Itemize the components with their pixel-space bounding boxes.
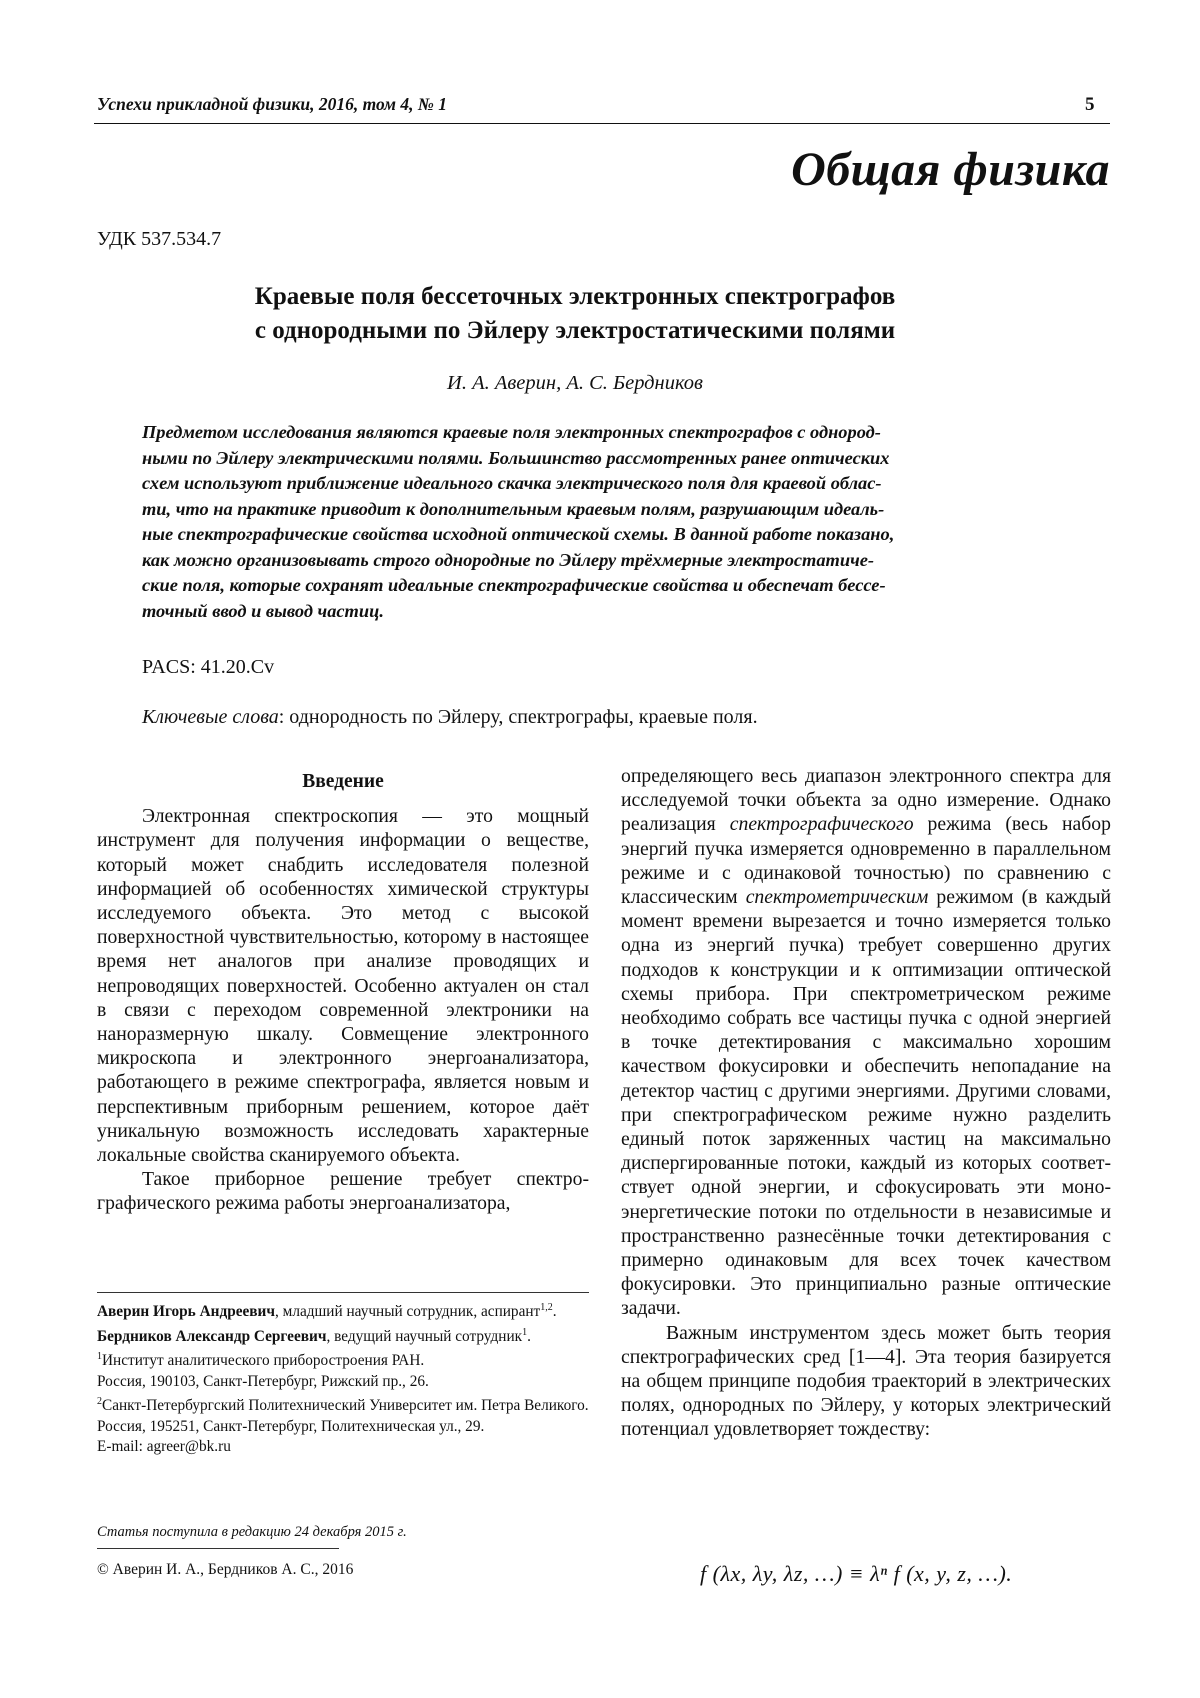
pacs-code: PACS: 41.20.Cv bbox=[142, 656, 275, 678]
author-note bbox=[97, 1298, 589, 1323]
abstract-line: Предметом исследования являются краевые поля электронных спектрографов с однород- bbox=[142, 422, 881, 442]
left-column bbox=[97, 770, 589, 1216]
affiliation-name: Институт аналитического приборостроения РАН. bbox=[102, 1352, 425, 1370]
affiliation bbox=[97, 1347, 589, 1372]
italic-term: спектрометрическим bbox=[745, 886, 929, 909]
affiliation-number: 1 bbox=[97, 1351, 102, 1363]
copyright-divider bbox=[97, 1548, 339, 1549]
article-title-line: с однородными по Эйлеру электростатическими полями bbox=[254, 317, 896, 344]
received-date: Статья поступила в редакцию 24 декабря 2015 г. bbox=[97, 1524, 407, 1540]
copyright: © Аверин И. А., Бердников А. С., 2016 bbox=[97, 1561, 354, 1578]
abstract-line: ти, что на практике приводит к дополнительным краевым полям, разрушающим идеаль- bbox=[142, 498, 885, 519]
intro-heading: Введение bbox=[302, 771, 384, 792]
italic-term: спектрографического bbox=[729, 813, 914, 836]
author-note bbox=[97, 1323, 589, 1348]
abstract-line: точный ввод и вывод частиц. bbox=[142, 600, 384, 621]
authors: И. А. Аверин, А. С. Бердников bbox=[447, 372, 703, 394]
email: E-mail: agreer@bk.ru bbox=[97, 1438, 231, 1456]
section-title: Общая физика bbox=[791, 143, 1110, 196]
abstract-line: как можно организовывать строго однородные по Эйлеру трёхмерные электростатиче- bbox=[142, 549, 875, 570]
author-name: Аверин Игорь Андреевич bbox=[97, 1303, 275, 1321]
affiliation-ref: 1,2 bbox=[540, 1302, 553, 1313]
affiliation-ref: 1 bbox=[522, 1326, 528, 1338]
author-role: , ведущий научный сотрудник bbox=[326, 1327, 523, 1345]
abstract-line: ские поля, которые сохранят идеальные спектрографические свойства и обеспечат бессе- bbox=[142, 575, 886, 595]
journal-header: Успехи прикладной физики, 2016, том 4, № 1 bbox=[97, 94, 448, 114]
body-paragraph bbox=[621, 764, 1111, 1321]
text-run: режима (весь набор энергий пучка измеряется одновременно в параллельном режиме и с одинаковой точностью) по сравнению с классическим bbox=[621, 813, 1111, 909]
footnote-divider bbox=[97, 1292, 589, 1293]
keywords bbox=[142, 706, 758, 729]
intro-paragraph: Такое приборное решение требует спектрографического режима работы энергоанализатора, bbox=[97, 1168, 589, 1215]
header-divider bbox=[94, 123, 1110, 124]
affiliation-name: Санкт-Петербургский Политехнический Университет им. Петра Великого. bbox=[102, 1397, 589, 1415]
right-column bbox=[621, 764, 1111, 1442]
affiliation-address: Россия, 190103, Санкт-Петербург, Рижский пр., 26. bbox=[97, 1372, 429, 1390]
article-title bbox=[150, 280, 1000, 348]
abstract-line: ными по Эйлеру электрическими полями. Большинство рассмотренных ранее оптических bbox=[142, 447, 890, 468]
author-role: , младший научный сотрудник, аспирант bbox=[274, 1303, 541, 1321]
abstract bbox=[142, 420, 1068, 624]
abstract-line: ные спектрографические свойства исходной оптической схемы. В данной работе показано, bbox=[142, 524, 895, 544]
punct: . bbox=[552, 1303, 557, 1321]
text-run: режимом (в каждый момент времени вырезается и точно измеряется только одна из энергий пучка) требует совершенно других подходов к конструкции и к оптимизации оптической схемы прибора. При спектрометрическом режиме необходимо собрать все частицы пучка с одной энергией в точке детектирования с максимально хорошим качеством фокусировки и обеспечить непопадание на детектор частиц с другими энергиями. Другими словами, при спектрографическом режиме нужно разделить единый поток заряженных частиц на максимально диспергированные потоки, каждый из которых соответствует одной энергии, и сфокусировать эти моноэнергетические потоки по отдельности в независимые и пространственно разнесённые точки детектирования с примерно одинаковым для всех точек качеством фокусировки. Это принципиально разные оптические задачи. bbox=[621, 886, 1111, 1320]
euler-identity-formula: f (λx, λy, λz, …) ≡ λⁿ f (x, y, z, …). bbox=[700, 1561, 1013, 1586]
udc-code: УДК 537.534.7 bbox=[97, 228, 222, 250]
abstract-line: схем используют приближение идеального скачка электрического поля для краевой облас- bbox=[142, 473, 882, 493]
page-number: 5 bbox=[1085, 94, 1095, 115]
article-title-line: Краевые поля бессеточных электронных спектрографов bbox=[254, 283, 896, 310]
affiliation bbox=[97, 1392, 589, 1417]
keywords-text: : однородность по Эйлеру, спектрографы, краевые поля. bbox=[278, 706, 758, 728]
text-run: определяющего весь диапазон электронного спектра для исследуемой точки объекта за одно измерение. Однако реализация bbox=[621, 765, 1111, 836]
author-footnotes bbox=[97, 1298, 589, 1458]
intro-paragraph: Электронная спектроскопия — это мощный инструмент для получения информации о веществе, который может снабдить исследователя полезной информацией об особенностях химической структуры исследуемого объекта. Это метод с высокой поверхностной чувствительностью, которому в настоящее время нет аналогов при анализе проводящих и непроводящих поверхностей. Особенно актуален он стал в связи с переходом современной электроники на наноразмерную шкалу. Совмещение электронного микроскопа и электронного энергоанализатора, работающего в режиме спектрографа, является новым и перспективным приборным решением, которое даёт уникальную возможность исследовать характерные локальные свойства сканируемого объекта. bbox=[97, 805, 589, 1167]
author-name: Бердников Александр Сергеевич bbox=[97, 1327, 327, 1345]
affiliation-number: 2 bbox=[97, 1396, 102, 1408]
keywords-label: Ключевые слова bbox=[142, 706, 279, 728]
affiliation-address: Россия, 195251, Санкт-Петербург, Политехническая ул., 29. bbox=[97, 1417, 485, 1435]
body-paragraph: Важным инструментом здесь может быть теория спектрографических сред [1—4]. Эта теория базируется на общем принципе подобия траекторий в электрических полях, однородных по Эйлеру, у которых электрический потенциал удовлетворяет тождеству: bbox=[621, 1321, 1111, 1441]
punct: . bbox=[527, 1327, 531, 1345]
